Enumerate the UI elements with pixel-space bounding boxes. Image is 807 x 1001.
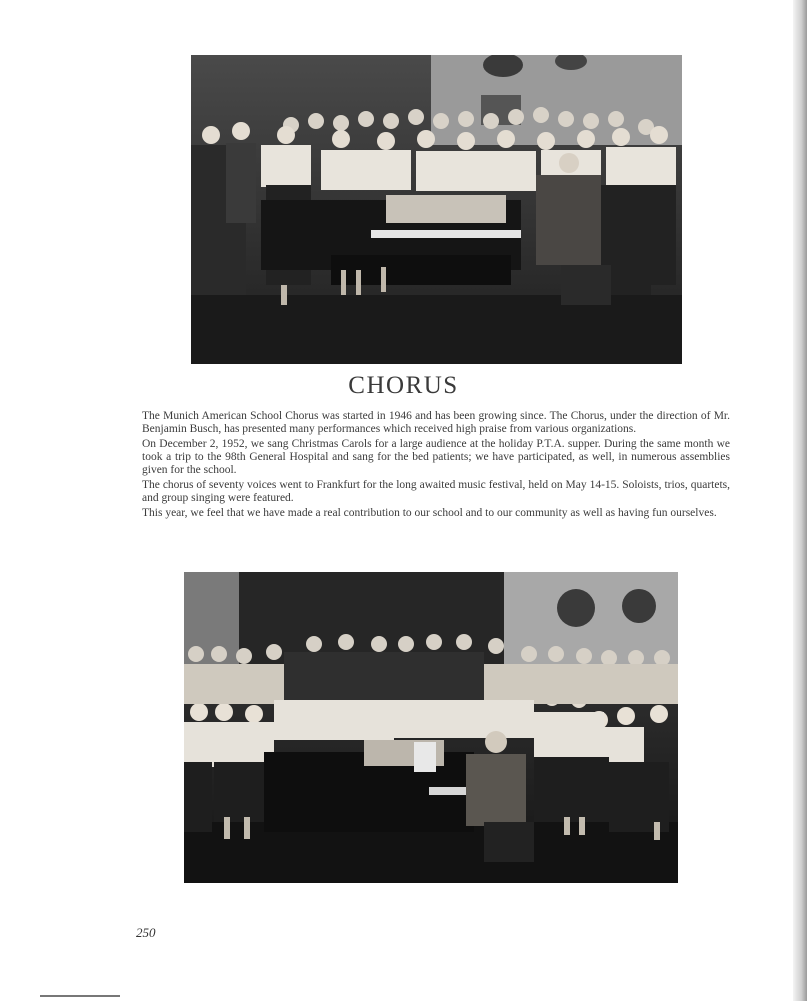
page-number: 250 [136, 925, 156, 940]
paragraph: This year, we feel that we have made a real contribution to our school and to our community as well as having fun ourselves. [142, 507, 717, 519]
paragraph: The Munich American School Chorus was started in 1946 and has been growing since. The Chorus, under the direction of Mr. Benjamin Busch, has presented many performances which received high praise from various organizations. [142, 410, 730, 435]
chorus-description [142, 410, 730, 522]
chorus-photo-bottom-art [184, 572, 678, 883]
chorus-photo-top [191, 55, 682, 364]
section-title: CHORUS [348, 372, 459, 399]
bottom-rule [40, 995, 120, 997]
page-edge-shadow [793, 0, 807, 1001]
paragraph: The chorus of seventy voices went to Frankfurt for the long awaited music festival, held on May 14-15. Soloists, trios, quartets, and group singing were featured. [142, 479, 730, 504]
chorus-photo-top-art [191, 55, 682, 364]
paragraph: On December 2, 1952, we sang Christmas Carols for a large audience at the holiday P.T.A. supper. During the same month we took a trip to the 98th General Hospital and sang for the bed patients; we have participated, as well, in numerous assemblies given for the school. [142, 438, 730, 476]
chorus-photo-bottom [184, 572, 678, 883]
